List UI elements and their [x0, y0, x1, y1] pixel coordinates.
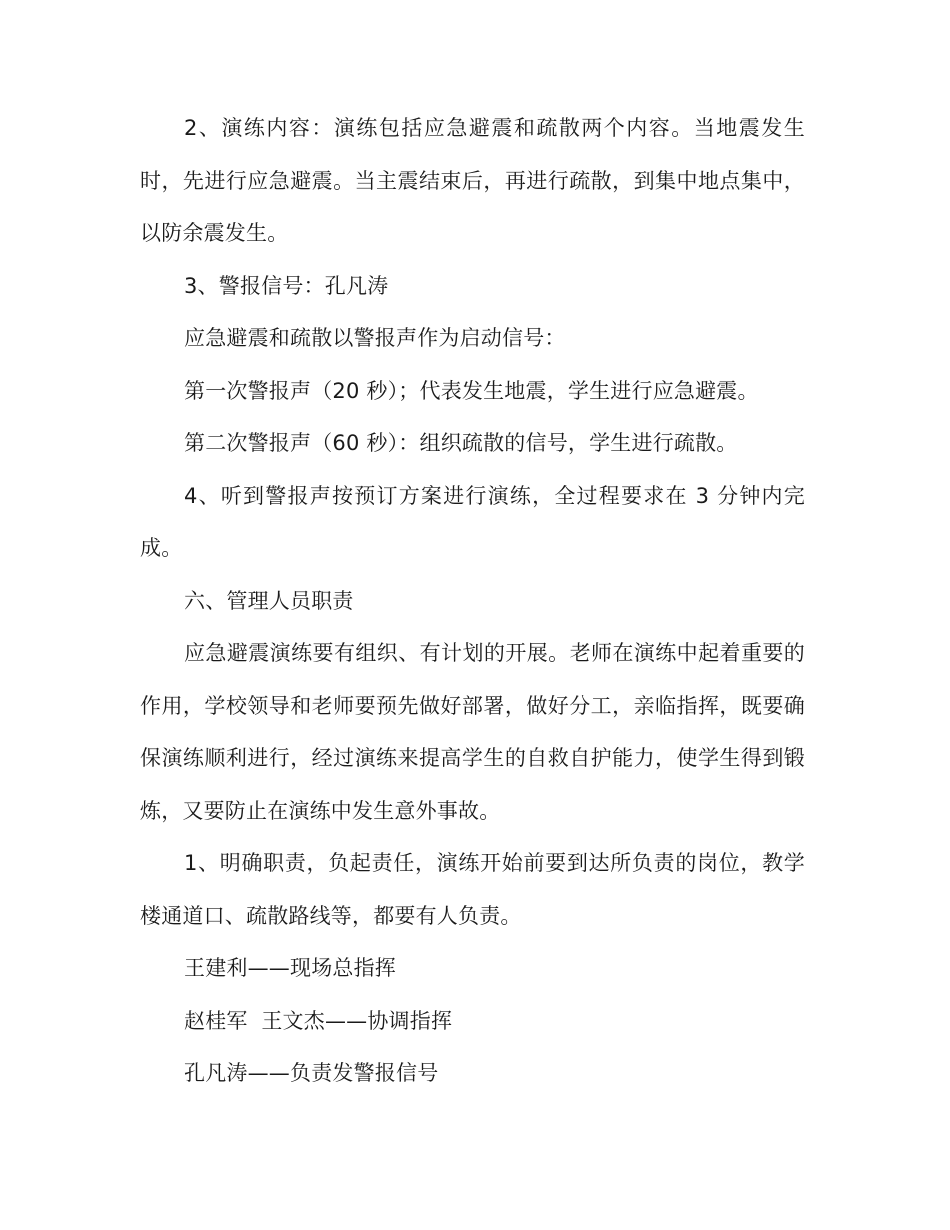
paragraph-alarm-signal: 3、警报信号：孔凡涛: [184, 273, 389, 298]
paragraph-first-alarm: 第一次警报声（20 秒）；代表发生地震，学生进行应急避震。: [184, 378, 759, 403]
paragraph-clear-duties: 1、明确职责，负起责任，演练开始前要到达所负责的岗位，教学楼通道口、疏散路线等，都要有人负责。: [140, 851, 805, 928]
paragraph-drill-content: 2、演练内容：演练包括应急避震和疏散两个内容。当地震发生时，先进行应急避震。当主震结束后，再进行疏散，到集中地点集中，以防余震发生。: [140, 116, 805, 245]
section-heading-duties: 六、管理人员职责: [184, 588, 354, 613]
paragraph-drill-procedure: 4、听到警报声按预订方案进行演练，全过程要求在 3 分钟内完成。: [140, 483, 805, 560]
staff-line-coordinators: 赵桂军 王文杰——协调指挥: [184, 1008, 453, 1033]
paragraph-duties-overview: 应急避震演练要有组织、有计划的开展。老师在演练中起着重要的作用，学校领导和老师要预先做好部署，做好分工，亲临指挥，既要确保演练顺利进行，经过演练来提高学生的自救自护能力，使学生得到锻炼，又要防止在演练中发生意外事故。: [140, 641, 805, 823]
document-body: [140, 102, 805, 1100]
paragraph-alarm-start: 应急避震和疏散以警报声作为启动信号：: [184, 326, 566, 350]
paragraph-second-alarm: 第二次警报声（60 秒）：组织疏散的信号，学生进行疏散。: [184, 431, 738, 455]
staff-line-commander: 王建利——现场总指挥: [184, 956, 396, 980]
staff-line-alarm: 孔凡涛——负责发警报信号: [184, 1061, 439, 1085]
